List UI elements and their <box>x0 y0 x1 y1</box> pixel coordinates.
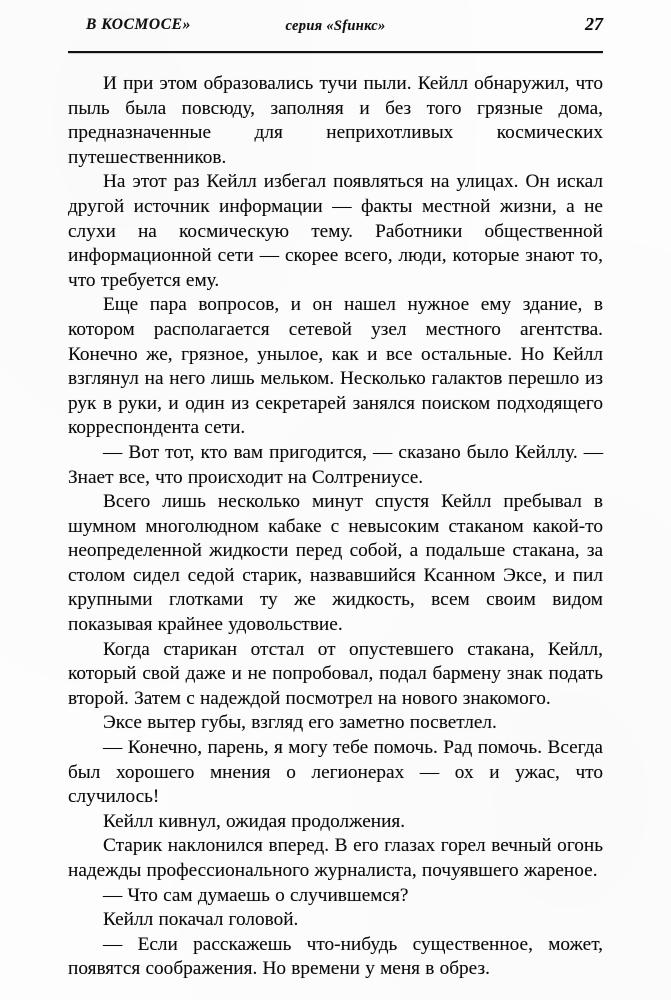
body-text <box>68 72 603 982</box>
paragraph: И при этом образовались тучи пыли. Кейлл обнаружил, что пыль была повсюду, заполняя и без того грязные дома, предназначенные для неприхотливых космических путешественников. <box>68 73 603 168</box>
paragraph: Когда старикан отстал от опустевшего стакана, Кейлл, который свой даже и не попробовал, подал бармену знак подать второй. Затем с надеждой посмотрел на нового знакомого. <box>68 638 603 709</box>
paragraph: — Что сам думаешь о случившемся? <box>103 884 409 906</box>
paragraph: Эксе вытер губы, взгляд его заметно посветлел. <box>103 712 497 734</box>
paragraph: Кейлл кивнул, ожидая продолжения. <box>103 810 406 832</box>
paragraph: Еще пара вопросов, и он нашел нужное ему здание, в котором располагается сетевой узел местного агентства. Конечно же, грязное, унылое, как и все остальные. Но Кейлл взглянул на него лишь мельком. Несколько галактов перешло из рук в руки, и один из секретарей занялся поиском подходящего корреспондента сети. <box>68 294 603 439</box>
paragraph: — Если расскажешь что-нибудь существенное, может, появятся соображения. Но времени у меня в обрез. <box>68 933 603 980</box>
running-head-book-title: В КОСМОСЕ» <box>86 16 191 33</box>
page-content <box>68 0 603 982</box>
paragraph: Кейлл покачал головой. <box>103 909 299 931</box>
paragraph: На этот раз Кейлл избегал появляться на улицах. Он искал другой источник информации — факты местной жизни, а не слухи на космическую тему. Работники общественной информационной сети — скорее всего, люди, которые знают то, что требуется ему. <box>68 171 603 291</box>
running-head <box>68 16 603 50</box>
paragraph: — Вот тот, кто вам пригодится, — сказано было Кейллу. — Знает все, что происходит на Солтрениусе. <box>68 441 603 488</box>
paragraph: — Конечно, парень, я могу тебе помочь. Рад помочь. Всегда был хорошего мнения о легионерах — ох и ужас, что случилось! <box>68 737 603 808</box>
paragraph: Старик наклонился вперед. В его глазах горел вечный огонь надежды профессионального журналиста, почуявшего жареное. <box>68 835 603 881</box>
paragraph: Всего лишь несколько минут спустя Кейлл пребывал в шумном многолюдном кабаке с невысоким стаканом какой-то неопределенной жидкости перед собой, а подальше стакана, за столом сидел седой старик, назвавшийся Ксанном Эксе, и пил крупными глотками ту же жидкость, всем своим видом показывая крайнее удовольствие. <box>68 491 603 636</box>
running-head-series: серия «Sfинкс» <box>285 18 386 34</box>
header-rule <box>68 51 603 53</box>
page-number: 27 <box>585 14 603 34</box>
